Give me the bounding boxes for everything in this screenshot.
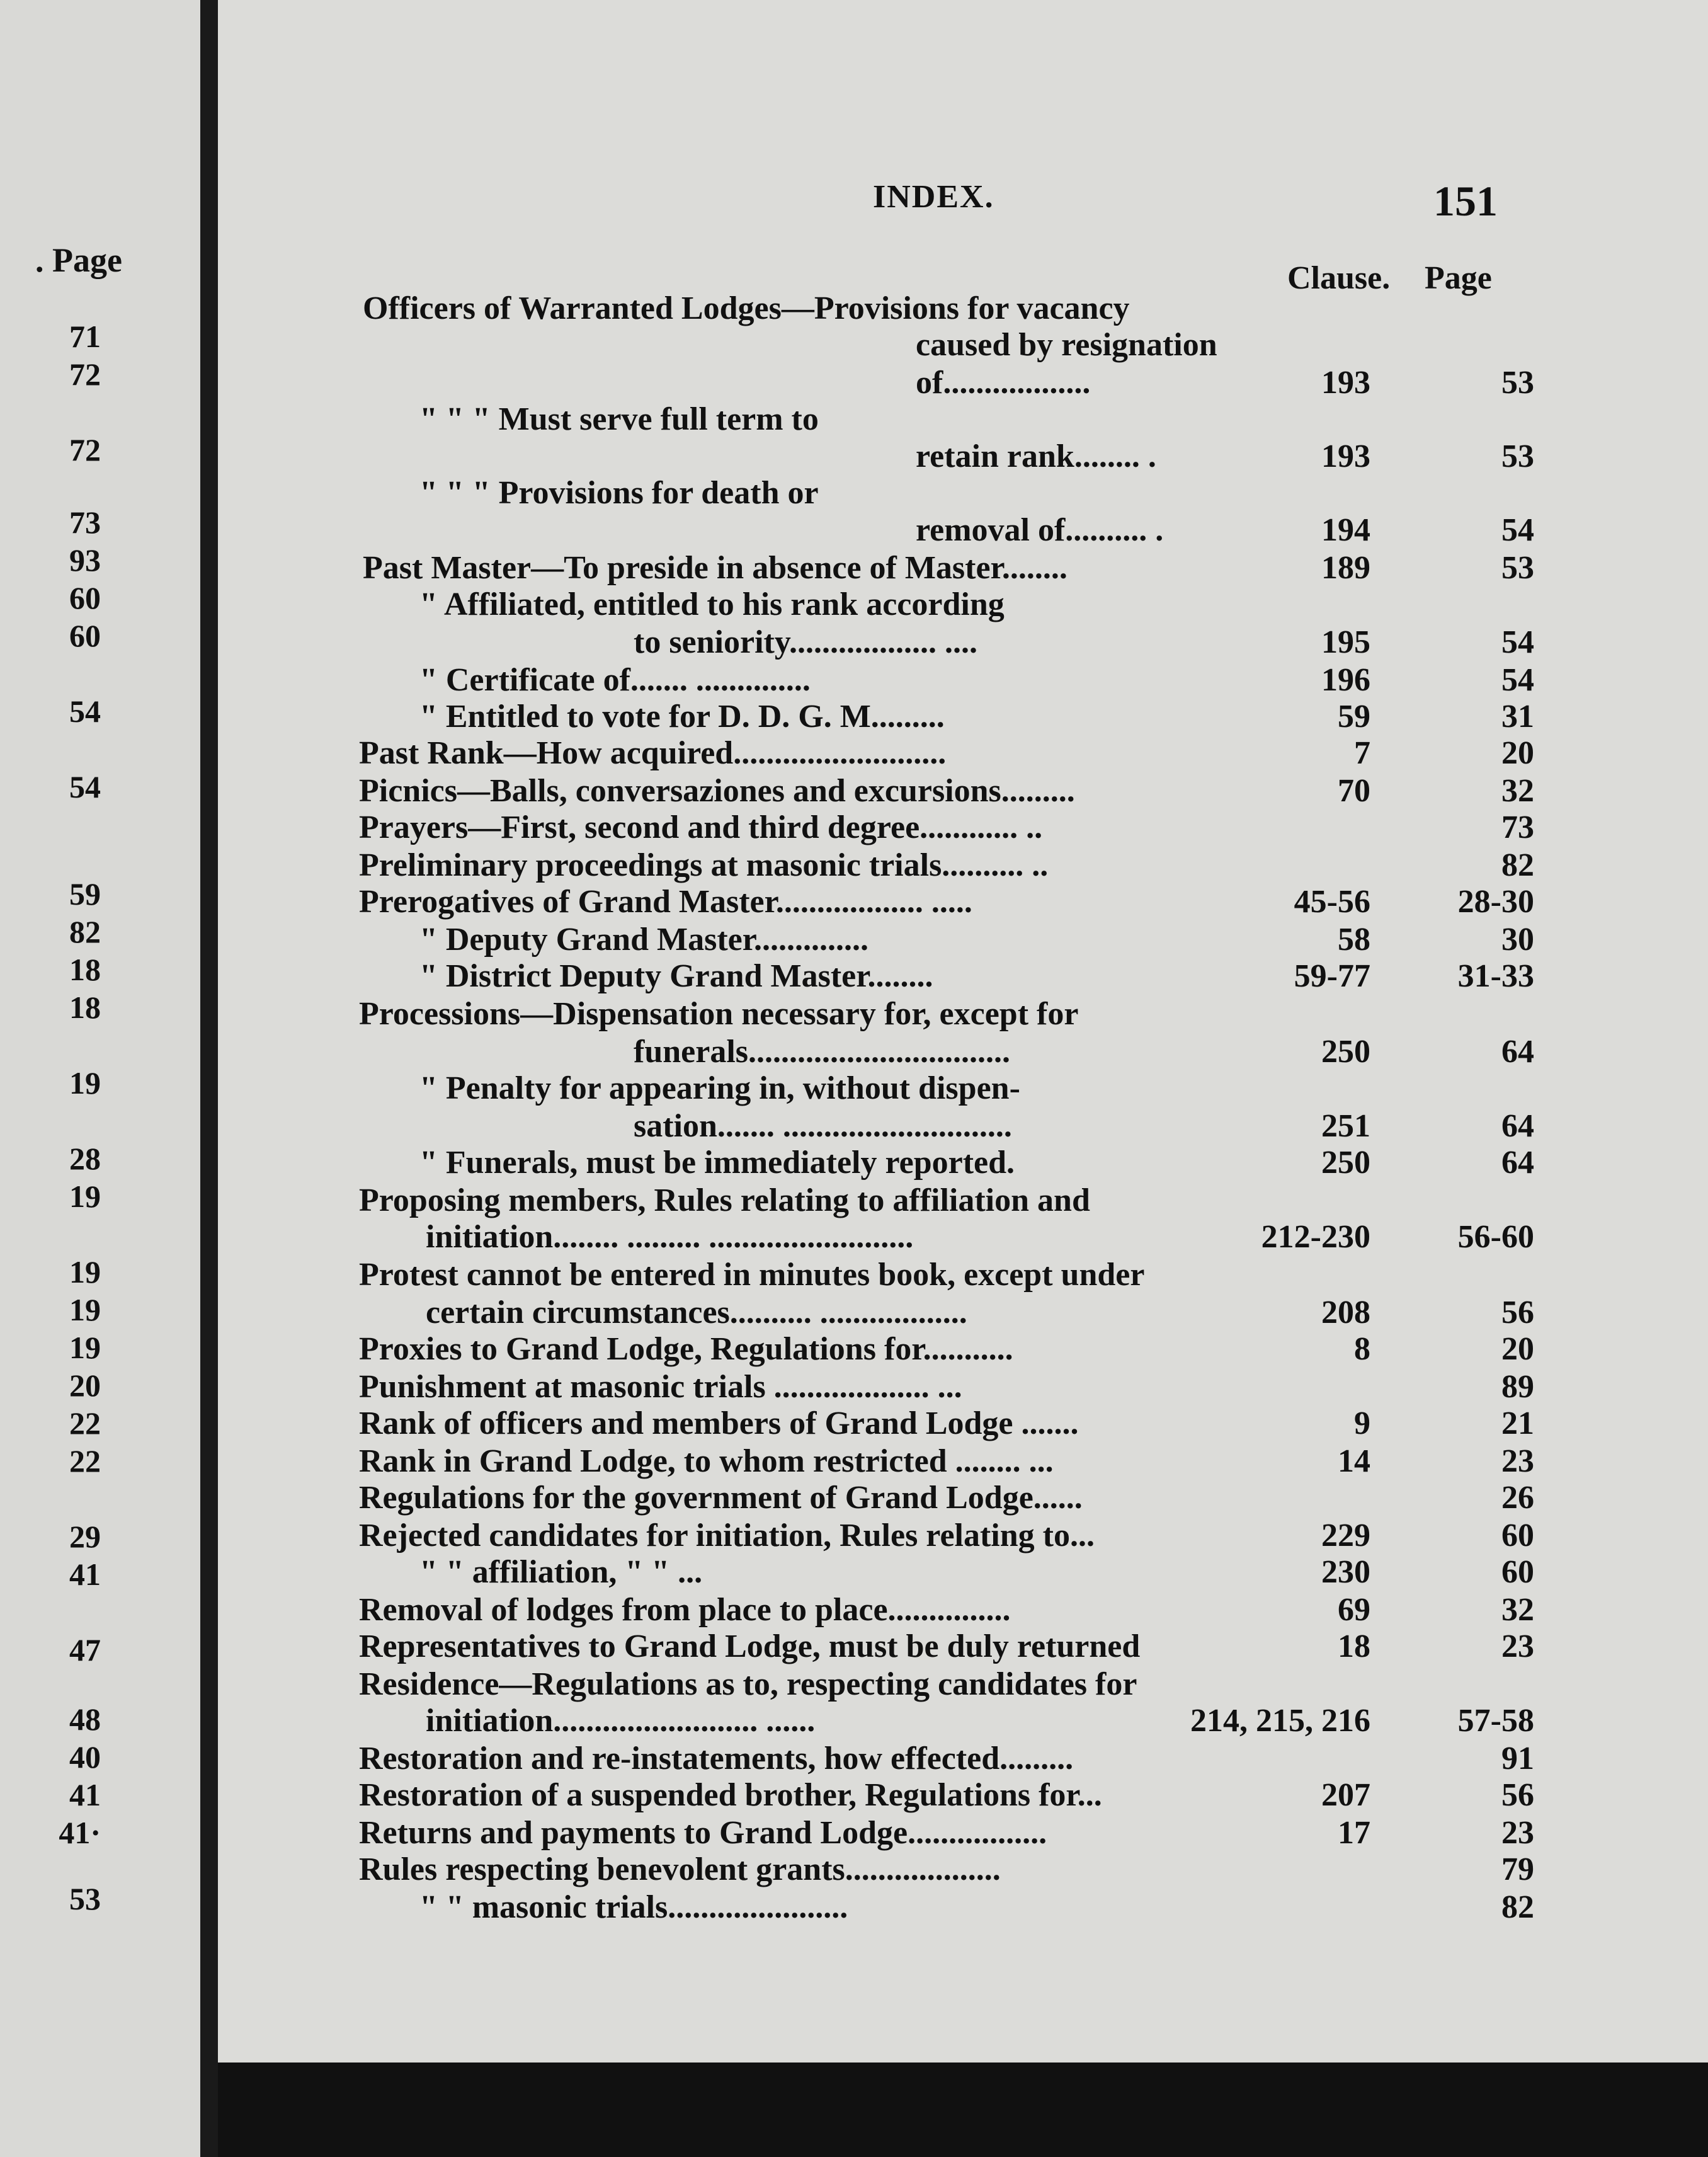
entry-text: Preliminary proceedings at masonic trials.......... .. <box>359 847 1049 883</box>
entry-page: 73 <box>1501 810 1534 845</box>
facing-page-number: 54 <box>69 694 101 729</box>
facing-page-number: 19 <box>69 1065 101 1101</box>
entry-text: Prayers—First, second and third degree............ .. <box>359 810 1043 845</box>
entry-text: " " affiliation, " " ... <box>419 1554 703 1590</box>
book-gutter <box>200 0 218 2157</box>
entry-text: " Penalty for appearing in, without dispen- <box>419 1070 1020 1106</box>
clause-column-header: Clause. <box>1287 260 1391 296</box>
facing-page-header: . Page <box>35 241 122 279</box>
entry-text: Proxies to Grand Lodge, Regulations for........... <box>359 1331 1013 1367</box>
facing-page-number: 41 <box>69 1777 101 1812</box>
entry-page: 20 <box>1501 735 1534 771</box>
entry-page: 64 <box>1501 1108 1534 1144</box>
entry-text: Restoration and re-instatements, how effected......... <box>359 1741 1074 1777</box>
entry-page: 54 <box>1501 512 1534 548</box>
entry-page: 31-33 <box>1457 958 1534 994</box>
facing-page-number: 19 <box>69 1330 101 1365</box>
entry-text: Restoration of a suspended brother, Regulations for... <box>359 1777 1102 1813</box>
entry-clause: 194 <box>1321 512 1370 548</box>
entry-page: 23 <box>1501 1628 1534 1664</box>
entry-text: Officers of Warranted Lodges—Provisions for vacancy <box>363 290 1130 326</box>
entry-text: of.................. <box>916 365 1091 401</box>
entry-text: Past Rank—How acquired.......................... <box>359 735 947 771</box>
entry-page: 64 <box>1501 1034 1534 1070</box>
entry-page: 32 <box>1501 1592 1534 1628</box>
entry-text: Rank of officers and members of Grand Lodge ....... <box>359 1405 1079 1441</box>
entry-page: 23 <box>1501 1815 1534 1851</box>
facing-page-number: 18 <box>69 952 101 987</box>
facing-page-number: 59 <box>69 876 101 912</box>
entry-text: certain circumstances.......... .................. <box>426 1295 967 1330</box>
entry-text: Rules respecting benevolent grants................... <box>359 1851 1001 1887</box>
entry-clause: 229 <box>1321 1518 1370 1553</box>
entry-page: 91 <box>1501 1741 1534 1777</box>
entry-text: Prerogatives of Grand Master.................. ..... <box>359 884 972 920</box>
entry-page: 28-30 <box>1457 884 1534 920</box>
entry-text: caused by resignation <box>916 327 1217 363</box>
facing-page-number: 60 <box>69 580 101 615</box>
entry-text: " " " Provisions for death or <box>419 475 819 511</box>
entry-clause: 230 <box>1321 1554 1370 1590</box>
facing-page-number: 29 <box>69 1519 101 1554</box>
entry-text: Rank in Grand Lodge, to whom restricted ........ ... <box>359 1443 1054 1479</box>
entry-page: 21 <box>1501 1405 1534 1441</box>
entry-page: 89 <box>1501 1369 1534 1405</box>
facing-page-number: 60 <box>69 618 101 653</box>
entry-page: 54 <box>1501 662 1534 698</box>
entry-page: 57-58 <box>1457 1703 1534 1739</box>
facing-page-number: 19 <box>69 1292 101 1327</box>
facing-page-number: 19 <box>69 1254 101 1290</box>
entry-clause: 250 <box>1321 1145 1370 1181</box>
entry-clause: 45-56 <box>1294 884 1370 920</box>
entry-clause: 59-77 <box>1294 958 1370 994</box>
facing-page-number: 71 <box>69 319 101 354</box>
entry-page: 56-60 <box>1457 1219 1534 1255</box>
entry-page: 26 <box>1501 1480 1534 1516</box>
entry-text: removal of.......... . <box>916 512 1164 548</box>
facing-page-number: 22 <box>69 1405 101 1441</box>
entry-clause: 214, 215, 216 <box>1190 1703 1370 1739</box>
entry-text: " Deputy Grand Master.............. <box>419 922 869 958</box>
entry-clause: 193 <box>1321 438 1370 474</box>
entry-page: 53 <box>1501 550 1534 586</box>
entry-clause: 17 <box>1338 1815 1370 1851</box>
entry-text: Returns and payments to Grand Lodge................. <box>359 1815 1047 1851</box>
entry-clause: 18 <box>1338 1628 1370 1664</box>
entry-text: initiation........ ......... ......................... <box>426 1219 914 1255</box>
entry-clause: 195 <box>1321 624 1370 660</box>
entry-page: 56 <box>1501 1295 1534 1330</box>
entry-text: Representatives to Grand Lodge, must be duly returned <box>359 1628 1141 1664</box>
facing-page-number: 18 <box>69 990 101 1025</box>
entry-text: Rejected candidates for initiation, Rules relating to... <box>359 1518 1095 1553</box>
facing-page-number: 22 <box>69 1443 101 1479</box>
entry-clause: 189 <box>1321 550 1370 586</box>
facing-page-number: 40 <box>69 1739 101 1775</box>
entry-page: 54 <box>1501 624 1534 660</box>
facing-page-number: 72 <box>69 432 101 467</box>
facing-page-number: 73 <box>69 505 101 540</box>
entry-page: 64 <box>1501 1145 1534 1181</box>
entry-clause: 207 <box>1321 1777 1370 1813</box>
facing-page-strip <box>0 0 203 2157</box>
entry-clause: 7 <box>1354 735 1370 771</box>
entry-clause: 212-230 <box>1261 1219 1370 1255</box>
entry-text: " Affiliated, entitled to his rank according <box>419 586 1005 622</box>
entry-page: 53 <box>1501 365 1534 401</box>
entry-text: Proposing members, Rules relating to affiliation and <box>359 1182 1090 1218</box>
facing-page-number: 48 <box>69 1702 101 1737</box>
facing-page-number: 41· <box>59 1815 101 1850</box>
entry-clause: 8 <box>1354 1331 1370 1367</box>
entry-text: to seniority.................. .... <box>634 624 977 660</box>
entry-page: 60 <box>1501 1518 1534 1553</box>
entry-page: 56 <box>1501 1777 1534 1813</box>
entry-page: 31 <box>1501 699 1534 735</box>
facing-page-number: 41 <box>69 1557 101 1592</box>
page-number: 151 <box>1433 177 1498 225</box>
entry-page: 32 <box>1501 773 1534 809</box>
entry-clause: 251 <box>1321 1108 1370 1144</box>
entry-clause: 208 <box>1321 1295 1370 1330</box>
entry-text: " " " Must serve full term to <box>419 401 819 437</box>
entry-text: sation....... ............................ <box>634 1108 1012 1144</box>
entry-clause: 9 <box>1354 1405 1370 1441</box>
entry-clause: 58 <box>1338 922 1370 958</box>
entry-text: Punishment at masonic trials ................... ... <box>359 1369 962 1405</box>
index-page <box>218 0 1708 2157</box>
entry-text: " Entitled to vote for D. D. G. M......... <box>419 699 945 735</box>
entry-page: 53 <box>1501 438 1534 474</box>
facing-page-number: 93 <box>69 542 101 578</box>
entry-page: 79 <box>1501 1851 1534 1887</box>
facing-page-number: 82 <box>69 914 101 949</box>
entry-text: Processions—Dispensation necessary for, except for <box>359 996 1079 1032</box>
entry-text: Removal of lodges from place to place............... <box>359 1592 1011 1628</box>
page-column-header: Page <box>1425 260 1492 296</box>
entry-clause: 14 <box>1338 1443 1370 1479</box>
facing-page-number: 54 <box>69 769 101 804</box>
entry-text: initiation......................... ...... <box>426 1703 816 1739</box>
entry-clause: 69 <box>1338 1592 1370 1628</box>
entry-page: 82 <box>1501 847 1534 883</box>
entry-text: Protest cannot be entered in minutes book, except under <box>359 1257 1145 1293</box>
facing-page-number: 28 <box>69 1141 101 1176</box>
entry-clause: 250 <box>1321 1034 1370 1070</box>
entry-page: 23 <box>1501 1443 1534 1479</box>
facing-page-number: 72 <box>69 357 101 392</box>
entry-text: " Funerals, must be immediately reported. <box>419 1145 1015 1181</box>
entry-clause: 196 <box>1321 662 1370 698</box>
entry-page: 82 <box>1501 1889 1534 1925</box>
entry-text: " Certificate of....... .............. <box>419 662 811 698</box>
entry-page: 60 <box>1501 1554 1534 1590</box>
entry-clause: 193 <box>1321 365 1370 401</box>
entry-text: " District Deputy Grand Master........ <box>419 958 933 994</box>
entry-text: Residence—Regulations as to, respecting candidates for <box>359 1666 1137 1702</box>
facing-page-number: 47 <box>69 1632 101 1668</box>
entry-clause: 59 <box>1338 699 1370 735</box>
entry-text: " " masonic trials...................... <box>419 1889 848 1925</box>
facing-page-number: 19 <box>69 1179 101 1214</box>
facing-page-number: 53 <box>69 1881 101 1916</box>
entry-clause: 70 <box>1338 773 1370 809</box>
facing-page-number: 20 <box>69 1368 101 1403</box>
entry-text: funerals................................ <box>634 1034 1010 1070</box>
page-bottom-edge <box>218 2063 1708 2157</box>
entry-page: 20 <box>1501 1331 1534 1367</box>
entry-text: Picnics—Balls, conversaziones and excursions......... <box>359 773 1075 809</box>
entry-text: Past Master—To preside in absence of Master........ <box>363 550 1068 586</box>
entry-text: Regulations for the government of Grand Lodge...... <box>359 1480 1083 1516</box>
running-head: INDEX. <box>873 179 994 215</box>
entry-text: retain rank........ . <box>916 438 1156 474</box>
entry-page: 30 <box>1501 922 1534 958</box>
